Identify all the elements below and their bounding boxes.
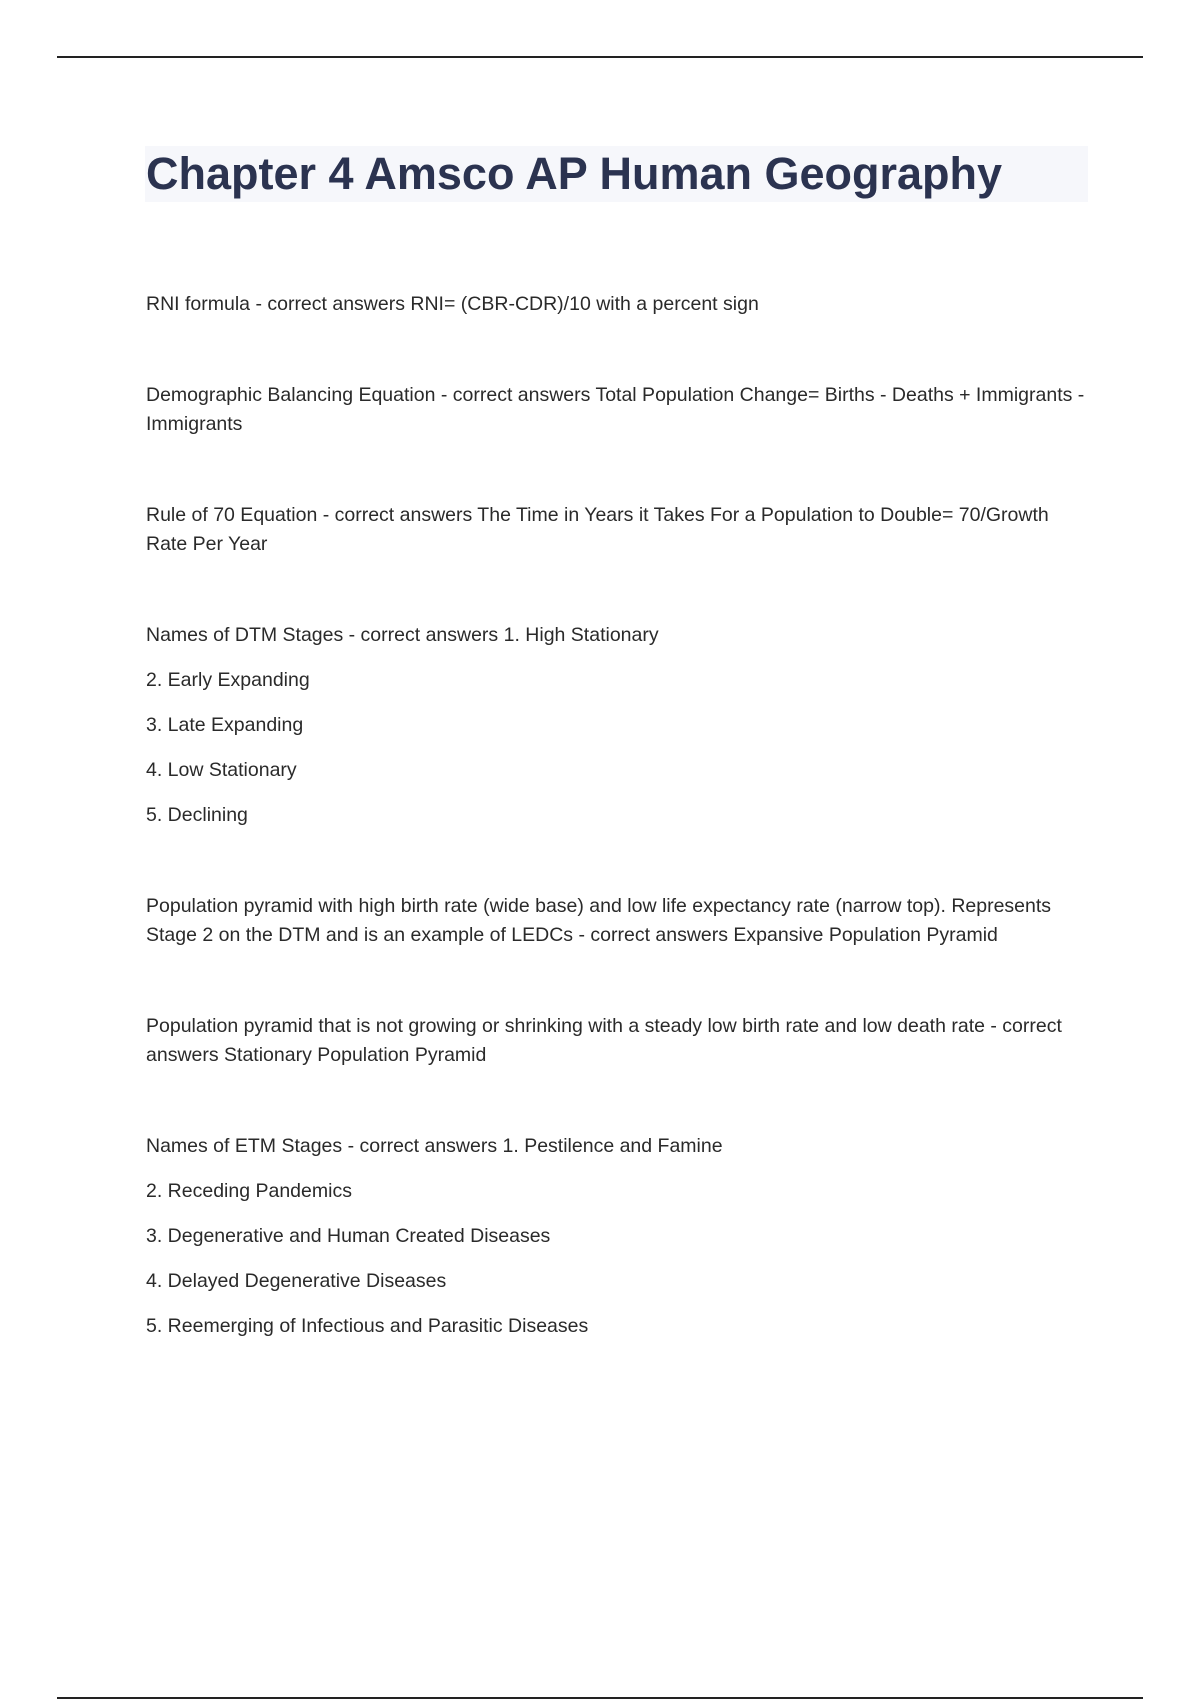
flashcard-text: RNI formula - correct answers RNI= (CBR-CDR)/10 with a percent sign [146, 293, 759, 315]
bottom-rule [57, 1697, 1143, 1699]
stage-item: 3. Late Expanding [146, 714, 304, 736]
stage-item: 4. Delayed Degenerative Diseases [146, 1270, 447, 1292]
flashcard-rni-formula [146, 290, 1086, 319]
flashcard-etm-stages [146, 1132, 1086, 1341]
flashcard-text: Population pyramid with high birth rate (wide base) and low life expectancy rate (narrow top). Represents Stage 2 on the DTM and is an example of LEDCs - correct answers Expansive Population Pyramid [146, 895, 1052, 946]
stage-item: 3. Degenerative and Human Created Diseases [146, 1225, 551, 1247]
stage-list [146, 666, 1086, 830]
flashcard-dtm-stages [146, 621, 1086, 830]
flashcard-demographic-balancing [146, 381, 1086, 439]
flashcard-list [146, 290, 1086, 1403]
top-rule [57, 56, 1143, 58]
flashcard-expansive-pyramid [146, 892, 1086, 950]
stage-item: 2. Early Expanding [146, 669, 310, 691]
stage-list [146, 1177, 1086, 1341]
stage-item: 5. Declining [146, 804, 248, 826]
stage-item: 5. Reemerging of Infectious and Parasitic Diseases [146, 1315, 589, 1337]
flashcard-text: Names of ETM Stages - correct answers 1. Pestilence and Famine [146, 1135, 723, 1157]
stage-item: 4. Low Stationary [146, 759, 297, 781]
flashcard-text: Population pyramid that is not growing or shrinking with a steady low birth rate and low death rate - correct answers Stationary Population Pyramid [146, 1015, 1062, 1066]
page-title: Chapter 4 Amsco AP Human Geography [146, 148, 1003, 199]
flashcard-text: Names of DTM Stages - correct answers 1. High Stationary [146, 624, 659, 646]
flashcard-rule-of-70 [146, 501, 1086, 559]
flashcard-text: Rule of 70 Equation - correct answers The Time in Years it Takes For a Population to Double= 70/Growth Rate Per Year [146, 504, 1049, 555]
flashcard-stationary-pyramid [146, 1012, 1086, 1070]
flashcard-text: Demographic Balancing Equation - correct answers Total Population Change= Births - Deaths + Immigrants - Immigrants [146, 384, 1085, 435]
stage-item: 2. Receding Pandemics [146, 1180, 352, 1202]
